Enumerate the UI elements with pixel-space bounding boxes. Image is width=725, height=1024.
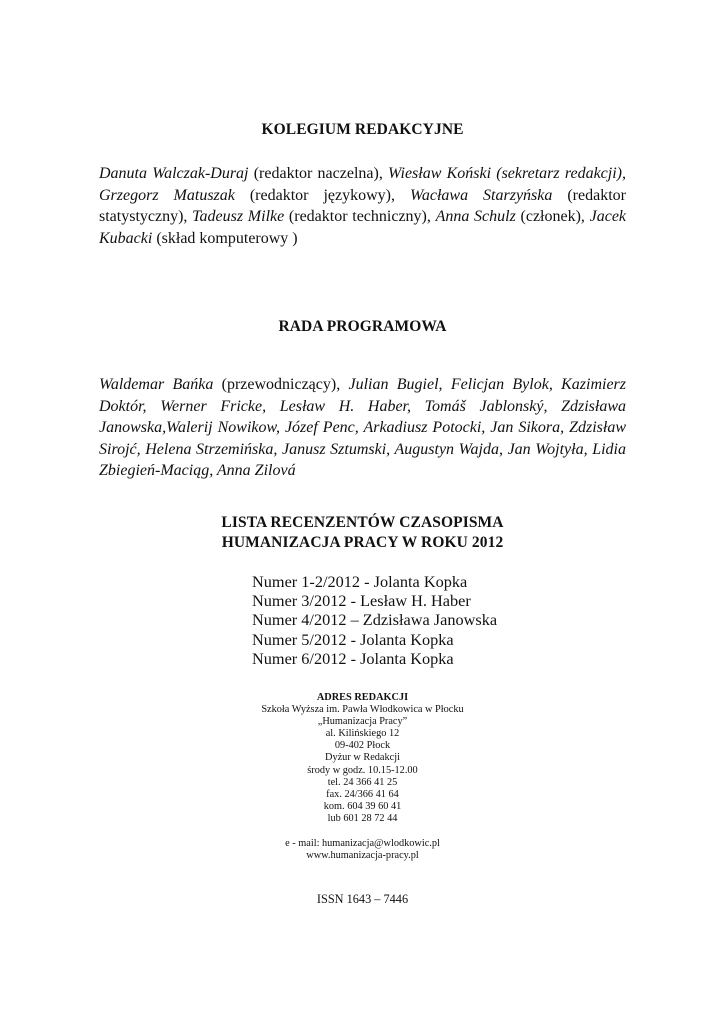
- address-line: 09-402 Płock: [334, 740, 391, 752]
- rada-members: [99, 374, 626, 482]
- reviewers-heading-line1: LISTA RECENZENTÓW CZASOPISMA: [221, 514, 504, 531]
- member-role: (członek),: [515, 208, 590, 225]
- chair-role: (przewodniczący),: [213, 376, 349, 393]
- reviewer-item: Numer 4/2012 – Zdzisława Janowska: [252, 610, 498, 630]
- address-line: al. Kilińskiego 12: [325, 728, 400, 740]
- member-name: Tadeusz Milke: [192, 208, 285, 225]
- chair-name: Waldemar Bańka: [99, 376, 214, 393]
- member-name: Danuta Walczak-Duraj: [99, 165, 249, 182]
- reviewers-list: [252, 572, 497, 668]
- kolegium-heading: KOLEGIUM REDAKCYJNE: [261, 121, 464, 138]
- member-name: Anna Schulz: [435, 208, 516, 225]
- address-line: Szkoła Wyższa im. Pawła Włodkowica w Płocku: [261, 704, 464, 716]
- address-line: środy w godz. 10.15-12.00: [307, 764, 418, 776]
- address-title: ADRES REDAKCJI: [316, 692, 409, 703]
- email-line[interactable]: e - mail: humanizacja@wlodkowic.pl: [285, 838, 440, 850]
- address-spacer: [0, 825, 725, 838]
- member-name: Wiesław Koński (sekretarz redakcji),: [388, 165, 626, 182]
- member-role: (redaktor techniczny),: [284, 208, 436, 225]
- reviewer-item: Numer 6/2012 - Jolanta Kopka: [252, 648, 454, 668]
- member-name: Jacek Kubacki: [99, 208, 627, 247]
- member-role: (redaktor statystyczny),: [99, 186, 626, 225]
- member-role: (redaktor językowy),: [234, 186, 410, 204]
- address-line: kom. 604 39 60 41: [323, 800, 402, 812]
- reviewers-heading-line2: HUMANIZACJA PRACY W ROKU 2012: [221, 534, 504, 551]
- editorial-address: [0, 692, 725, 862]
- member-name: Wacława Starzyńska: [409, 186, 553, 204]
- rada-heading: RADA PROGRAMOWA: [278, 318, 447, 335]
- address-line: tel. 24 366 41 25: [327, 776, 398, 788]
- reviewer-item: Numer 1-2/2012 - Jolanta Kopka: [252, 572, 468, 591]
- address-line: lub 601 28 72 44: [327, 812, 398, 824]
- address-line: „Humanizacja Pracy”: [317, 716, 408, 728]
- address-line: Dyżur w Redakcji: [325, 752, 400, 764]
- website-line[interactable]: www.humanizacja-pracy.pl: [306, 850, 419, 862]
- reviewer-item: Numer 5/2012 - Jolanta Kopka: [252, 629, 454, 649]
- rada-member-list: Julian Bugiel, Felicjan Bylok, Kazimierz Doktór, Werner Fricke, Lesław H. Haber, Tomáš Jablonský, Zdzisława Janowska,Walerij Nowikow, Józef Penc, Arkadiusz Potocki, Jan Sikora, Zdzisław Sirojć, Helena Strzemińska, Janusz Sztumski, Augustyn Wajda, Jan Wojtyła, Lidia Zbiegień-Maciąg, Anna Zilová: [99, 376, 627, 479]
- address-line: fax. 24/366 41 64: [326, 788, 399, 800]
- reviewer-item: Numer 3/2012 - Lesław H. Haber: [252, 591, 471, 611]
- kolegium-members: [99, 163, 626, 249]
- member-role: (skład komputerowy ): [152, 229, 298, 247]
- member-role: (redaktor naczelna),: [248, 165, 389, 182]
- issn-number: ISSN 1643 – 7446: [316, 892, 409, 906]
- member-name: Grzegorz Matuszak: [99, 186, 235, 204]
